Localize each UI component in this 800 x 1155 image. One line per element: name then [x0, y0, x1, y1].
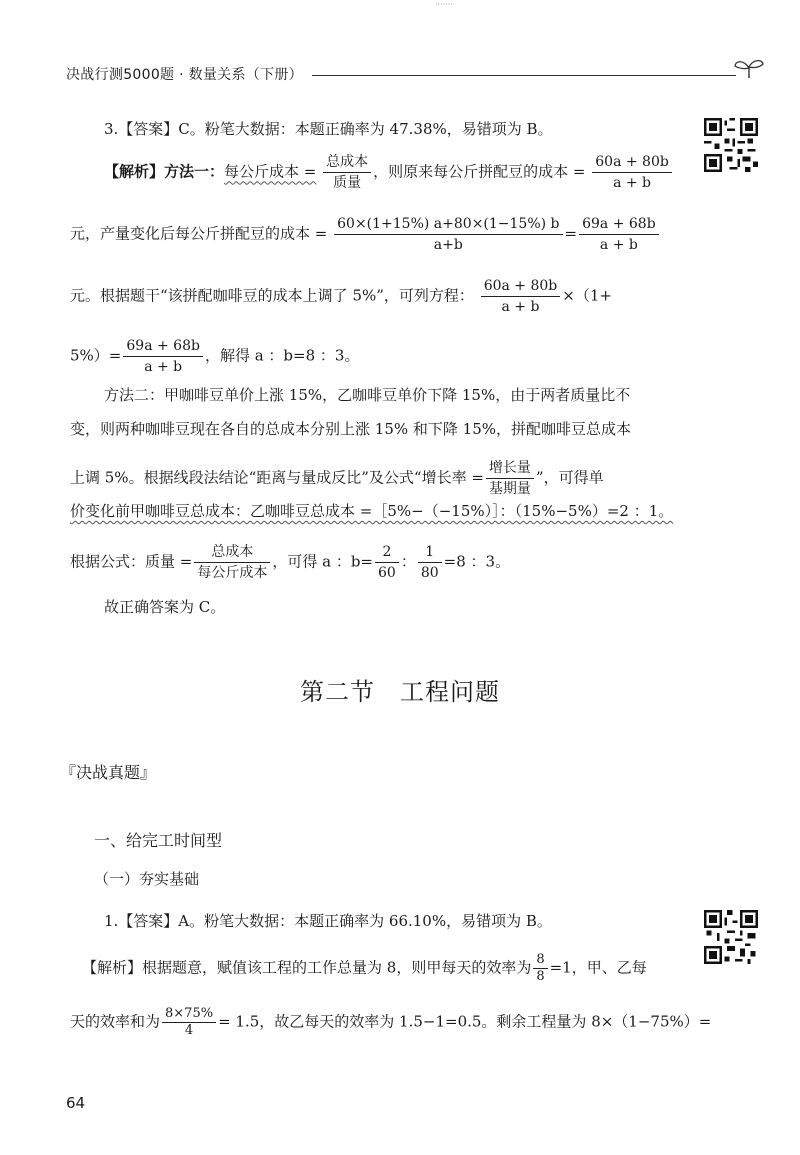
fraction	[418, 542, 442, 583]
fraction	[123, 336, 203, 377]
fraction-denominator: a + b	[501, 299, 540, 315]
answer-line-q1: 1.【答案】A。粉笔大数据：本题正确率为 66.10%，易错项为 B。	[104, 912, 552, 930]
qr-code-icon[interactable]	[704, 118, 758, 172]
fraction-numerator: 60a + 80b	[481, 276, 561, 297]
fraction-denominator: 8	[536, 969, 545, 984]
analysis-text: 天的效率和为	[70, 1012, 161, 1031]
analysis-text: = 1.5，故乙每天的效率为 1.5−1=0.5。剩余工程量为 8×（1−75%）=	[218, 1012, 712, 1031]
method2-line-5	[70, 542, 510, 583]
fraction	[323, 152, 371, 193]
formula-text: 每公斤成本 =	[224, 162, 317, 181]
analysis-text: 元。根据题干“该拼配咖啡豆的成本上调了 5%”，可列方程：	[70, 286, 474, 305]
analysis-text: 元，产量变化后每公斤拼配豆的成本 =	[70, 224, 328, 243]
analysis-text: 【解析】根据题意，赋值该工程的工作总量为 8，则甲每天的效率为	[82, 958, 532, 977]
fraction	[533, 952, 547, 985]
analysis-text: 5%）=	[70, 346, 122, 365]
analysis-line-2	[70, 214, 661, 255]
subsection-heading: 一、给完工时间型	[94, 831, 223, 850]
answer-line-q3: 3.【答案】C。粉笔大数据：本题正确率为 47.38%，易错项为 B。	[104, 120, 553, 138]
q1-analysis-line-2	[70, 1006, 711, 1039]
fraction-denominator: 基期量	[488, 481, 531, 497]
fraction-numerator: 总成本	[323, 152, 371, 173]
analysis-text: ，可得 a ：b=	[272, 552, 373, 571]
analysis-text: ×（1+	[562, 286, 612, 305]
colon: ：	[400, 552, 416, 571]
equals-sign: =	[564, 224, 578, 243]
analysis-text: ，则原来每公斤拼配豆的成本 =	[373, 162, 586, 181]
fraction	[162, 1006, 216, 1039]
method2-line-1: 方法二：甲咖啡豆单价上涨 15%，乙咖啡豆单价下降 15%，由于两者质量比不	[104, 386, 631, 404]
method2-line-4: 价变化前甲咖啡豆总成本：乙咖啡豆总成本 =［5%−（−15%）］：（15%−5%）=2 ：1。	[70, 502, 674, 520]
analysis-label: 【解析】方法一：	[104, 162, 225, 181]
fraction-denominator: 质量	[333, 175, 362, 191]
fraction-numerator: 60×(1+15%) a+80×(1−15%) b	[334, 214, 562, 235]
sprout-icon	[732, 56, 766, 80]
fraction-numerator: 69a + 68b	[579, 214, 659, 235]
conclusion-line: 故正确答案为 C。	[104, 598, 226, 616]
fraction-numerator: 总成本	[194, 542, 270, 563]
fraction-numerator: 8×75%	[162, 1006, 216, 1023]
fraction	[194, 542, 270, 583]
fraction-numerator: 增长量	[486, 458, 534, 479]
fraction-denominator: 每公斤成本	[197, 565, 268, 581]
section-title: 第二节 工程问题	[300, 678, 500, 706]
analysis-text: ”，可得单	[535, 468, 604, 487]
analysis-text: =8 ：3。	[443, 552, 511, 571]
method2-line-2: 变，则两种咖啡豆现在各自的总成本分别上涨 15% 和下降 15%，拼配咖啡豆总成本	[70, 420, 631, 438]
q1-analysis-line-1	[82, 952, 647, 985]
fraction	[592, 152, 672, 193]
page-number: 64	[66, 1094, 86, 1112]
subsubsection-heading: （一）夯实基础	[94, 870, 200, 888]
method2-line-3	[70, 458, 604, 499]
fraction	[481, 276, 561, 317]
analysis-line-4	[70, 336, 359, 377]
fraction	[334, 214, 562, 255]
fraction-denominator: a+b	[433, 237, 463, 253]
fraction-numerator: 2	[375, 542, 399, 563]
fraction-numerator: 69a + 68b	[123, 336, 203, 357]
fraction-denominator: a + b	[613, 175, 652, 191]
fraction	[579, 214, 659, 255]
fraction-denominator: 4	[184, 1023, 194, 1038]
analysis-line-3	[70, 276, 612, 317]
header-rule	[312, 75, 736, 76]
fraction-denominator: 60	[378, 565, 396, 581]
fraction-denominator: 80	[420, 565, 439, 581]
analysis-line-1	[104, 152, 674, 193]
section-tag: 『决战真题』	[60, 763, 157, 782]
header-title: 决战行测5000题 · 数量关系（下册）	[66, 67, 303, 83]
analysis-text: 上调 5%。根据线段法结论“距离与量成反比”及公式“增长率 =	[70, 468, 484, 487]
fraction	[375, 542, 399, 583]
fraction	[486, 458, 534, 499]
top-scan-mark: ·······	[435, 0, 453, 9]
fraction-denominator: a + b	[144, 359, 183, 375]
fraction-numerator: 8	[533, 952, 547, 969]
page-header	[66, 62, 766, 90]
analysis-text: =1，甲、乙每	[549, 958, 647, 977]
fraction-denominator: a + b	[599, 237, 638, 253]
fraction-numerator: 60a + 80b	[592, 152, 672, 173]
analysis-text: 根据公式：质量 =	[70, 552, 193, 571]
analysis-text: ，解得 a ：b=8 ：3。	[204, 346, 360, 365]
qr-code-icon[interactable]	[704, 910, 758, 964]
fraction-numerator: 1	[418, 542, 442, 563]
